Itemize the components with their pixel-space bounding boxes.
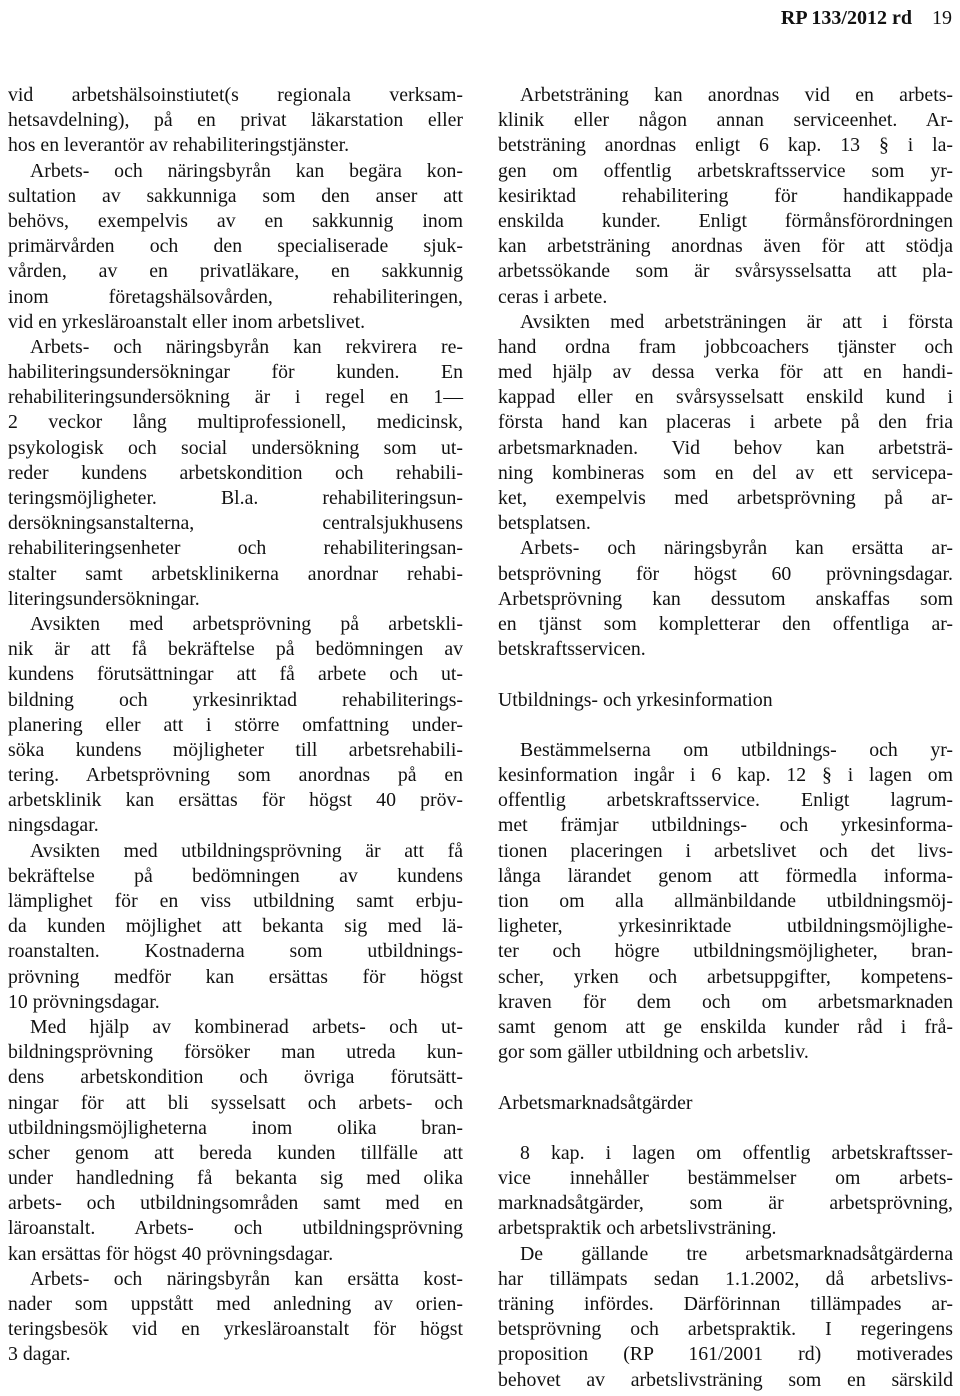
text-line: 8 kap. i lagen om offentlig arbetskraftsser-: [520, 1141, 953, 1164]
text-line: dersökningsanstalterna, centralsjukhusens: [8, 512, 463, 535]
text-line: vid en yrkesläroanstalt eller inom arbetslivet.: [8, 310, 366, 333]
text-line: primärvården och den specialiserade sjuk-: [8, 235, 463, 258]
text-line: betsplatsen.: [498, 512, 591, 535]
text-line: nader som uppstått med anledning av orien-: [8, 1293, 463, 1315]
text-line: ning kombineras som en del av ett servicepa-: [498, 461, 953, 484]
text-line: ket, exempelvis med arbetsprövning på ar-: [498, 487, 953, 509]
text-line: tion om alla allmänbildande utbildningsmöj-: [498, 890, 953, 912]
text-line: med hjälp av dessa verka för att en handi-: [498, 361, 953, 384]
text-line: Avsikten med arbetsträningen är att i första: [520, 310, 953, 333]
text-line: da kunden möjlighet att bekanta sig med lä-: [8, 915, 463, 938]
text-line: ceras i arbete.: [498, 285, 608, 308]
text-line: ningsdagar.: [8, 814, 99, 837]
text-line: 3 dagar.: [8, 1343, 71, 1366]
text-line: gen om offentlig arbetskraftsservice som yr-: [498, 159, 953, 182]
text-line: arbetsmarknaden. Vid behov kan arbetsträ-: [498, 436, 953, 459]
text-line: sultation av sakkunniga som den anser att: [8, 184, 463, 207]
text-line: långa lärandet genom att förmedla informa-: [498, 864, 953, 887]
text-line: habiliteringsundersökningar för kunden. En: [8, 361, 463, 384]
text-line: inom företagshälsovården, rehabiliteringen,: [8, 285, 463, 308]
text-line: planering eller att i större omfattning under-: [8, 713, 463, 736]
text-line: enskilda kunder. Enligt förmånsförordningen: [498, 209, 953, 232]
text-line: betsprövning för högst 60 prövningsdagar.: [498, 562, 953, 585]
text-line: marknadsåtgärder, som är arbetsprövning,: [498, 1192, 953, 1215]
spacer: [498, 1116, 953, 1141]
text-line: hetsavdelning), på en privat läkarstation eller: [8, 109, 463, 132]
text-line: bildning och yrkesinriktad rehabiliterings-: [8, 688, 463, 711]
text-line: bekräftelse på bedömningen av kundens: [8, 864, 463, 887]
text-line: kan arbetsträning anordnas även för att stödja: [498, 235, 953, 258]
text-line: kan ersättas för högst 40 prövningsdagar.: [8, 1242, 334, 1265]
text-line: träning infördes. Därförinnan tillämpades ar-: [498, 1293, 953, 1315]
spacer: [498, 1065, 953, 1090]
spacer: [498, 713, 953, 738]
text-line: samt genom att ge enskilda kunder råd i frå-: [498, 1015, 953, 1038]
text-line: tionen placeringen i arbetslivet och det livs-: [498, 839, 953, 862]
text-line: behövs, exempelvis av en sakkunnig inom: [8, 209, 463, 232]
text-line: Avsikten med arbetsprövning på arbetskli-: [30, 612, 463, 635]
text-line: arbets- och utbildningsområden samt med en: [8, 1192, 463, 1215]
text-line: 10 prövningsdagar.: [8, 990, 160, 1013]
text-line: met främjar utbildnings- och yrkesinforma-: [498, 814, 953, 837]
text-line: kesiriktad rehabilitering för handikappade: [498, 184, 953, 207]
text-line: arbetspraktik och arbetslivsträning.: [498, 1217, 777, 1240]
text-line: söka kundens möjligheter till arbetsrehabili-: [8, 738, 463, 761]
right-column: [498, 83, 953, 1393]
text-line: nik är att få bekräftelse på bedömningen av: [8, 638, 463, 661]
text-line: kraven för dem och om arbetsmarknaden: [498, 990, 953, 1013]
text-line: literingsundersökningar.: [8, 587, 200, 610]
text-line: De gällande tre arbetsmarknadsåtgärderna: [520, 1242, 953, 1265]
text-line: tering. Arbetsprövning som anordnas på en: [8, 764, 463, 787]
page-header: [0, 6, 960, 30]
text-line: behovet av arbetslivsträning som en särskild: [498, 1368, 953, 1391]
text-line: bildningsprövning försöker man utreda kun-: [8, 1041, 463, 1064]
text-line: 2 veckor lång multiprofessionell, medicinsk,: [8, 411, 463, 434]
text-line: ligheter, yrkesinriktade utbildningsmöjlighe-: [498, 915, 953, 938]
text-line: vice innehåller bestämmelser om arbets-: [498, 1167, 953, 1190]
text-line: kundens förutsättningar att få arbete och ut-: [8, 663, 463, 686]
text-line: scher, yrken och arbetsuppgifter, kompetens-: [498, 965, 953, 988]
text-line: teringsbesök vid en yrkesläroanstalt för högst: [8, 1318, 463, 1341]
left-column: [8, 83, 463, 1368]
text-line: rehabiliteringsenheter och rehabiliteringsan-: [8, 537, 463, 560]
text-line: stalter samt arbetsklinikerna anordnar rehabi-: [8, 562, 463, 585]
section-heading: Arbetsmarknadsåtgärder: [498, 1091, 693, 1114]
text-line: läroanstalt. Arbets- och utbildningsprövning: [8, 1217, 463, 1240]
text-line: Arbetsträning kan anordnas vid en arbets-: [520, 84, 953, 106]
text-line: dens arbetskondition och övriga förutsätt-: [8, 1066, 463, 1089]
text-line: första hand kan placeras i arbete på den fria: [498, 411, 953, 434]
text-line: vården, av en privatläkare, en sakkunnig: [8, 260, 463, 283]
text-line: gor som gäller utbildning och arbetsliv.: [498, 1041, 809, 1064]
text-line: lämplighet för en viss utbildning samt erbju-: [8, 890, 463, 912]
text-line: Med hjälp av kombinerad arbets- och ut-: [30, 1015, 463, 1038]
text-line: Arbets- och näringsbyrån kan ersätta ar-: [520, 537, 953, 560]
text-line: psykologisk och social undersökning som ut-: [8, 436, 463, 459]
text-line: reder kundens arbetskondition och rehabili-: [8, 461, 463, 484]
text-line: klinik eller någon annan serviceenhet. Ar-: [498, 109, 953, 132]
document-id: RP 133/2012 rd: [780, 7, 912, 29]
text-line: hos en leverantör av rehabiliteringstjänster.: [8, 134, 350, 157]
text-line: Arbets- och näringsbyrån kan ersätta kost-: [30, 1267, 463, 1290]
text-line: Arbets- och näringsbyrån kan begära kon-: [30, 159, 463, 182]
text-line: teringsmöjligheter. Bl.a. rehabiliteringsun-: [8, 487, 463, 509]
text-line: en tjänst som kompletterar den offentliga ar-: [498, 612, 953, 635]
text-line: betsprövning och arbetspraktik. I regeringens: [498, 1318, 953, 1341]
text-line: roanstalten. Kostnaderna som utbildnings-: [8, 940, 463, 963]
text-line: under handledning få bekanta sig med olika: [8, 1167, 463, 1190]
section-heading: Utbildnings- och yrkesinformation: [498, 688, 773, 711]
text-line: har tillämpats sedan 1.1.2002, då arbetslivs-: [498, 1267, 953, 1290]
text-line: arbetsklinik kan ersättas för högst 40 pröv-: [8, 789, 463, 812]
text-line: ter och högre utbildningsmöjligheter, bran-: [498, 940, 953, 963]
text-line: kappad eller en svårsysselsatt enskild kund i: [498, 386, 953, 409]
text-line: Avsikten med utbildningsprövning är att få: [30, 839, 463, 862]
text-line: Arbets- och näringsbyrån kan rekvirera re-: [30, 335, 463, 358]
text-line: proposition (RP 161/2001 rd) motiverades: [498, 1343, 953, 1366]
text-line: offentlig arbetskraftsservice. Enligt lagrum-: [498, 789, 953, 812]
text-line: Arbetsprövning kan dessutom anskaffas som: [498, 587, 953, 610]
text-line: ningar för att bli sysselsatt och arbets- och: [8, 1091, 463, 1114]
text-line: betsträning anordnas enligt 6 kap. 13 § i la-: [498, 134, 953, 157]
text-line: prövning medför kan ersättas för högst: [8, 965, 463, 988]
text-line: hand ordna fram jobbcoachers tjänster och: [498, 335, 953, 358]
spacer: [498, 662, 953, 687]
text-line: betskraftsservicen.: [498, 638, 646, 661]
text-line: scher genom att bereda kunden tillfälle att: [8, 1141, 463, 1164]
text-line: vid arbetshälsoinstiutet(s regionala verksam-: [8, 84, 463, 106]
text-line: utbildningsmöjligheterna inom olika bran-: [8, 1116, 463, 1139]
text-line: kesinformation ingår i 6 kap. 12 § i lagen om: [498, 764, 953, 787]
text-line: arbetssökande som är svårsysselsatta att pla-: [498, 260, 953, 283]
text-line: Bestämmelserna om utbildnings- och yr-: [520, 738, 953, 761]
text-line: rehabiliteringsundersökning är i regel en 1—: [8, 386, 463, 409]
page-number: 19: [932, 7, 952, 29]
